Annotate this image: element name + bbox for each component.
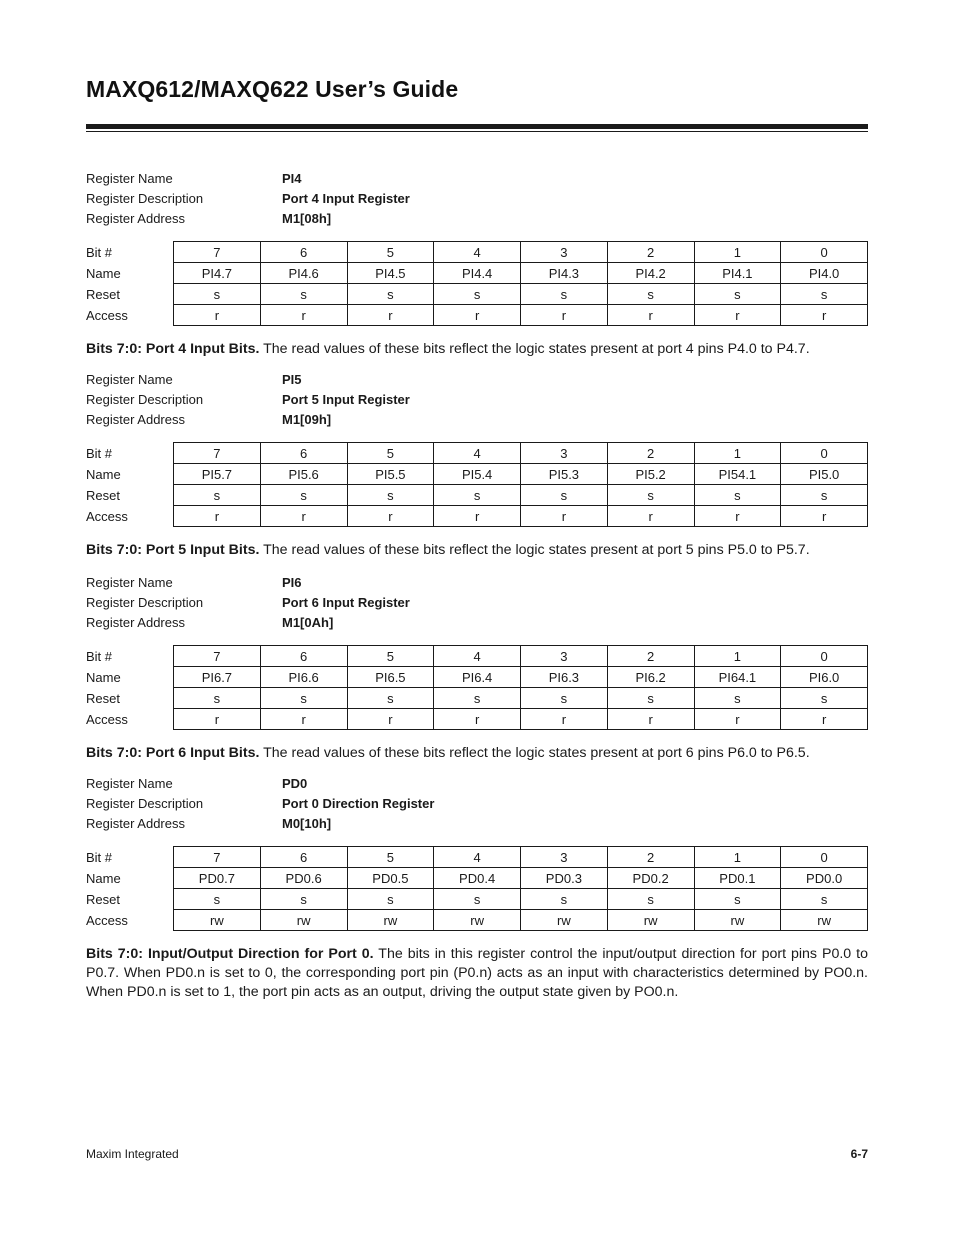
bit-name-row <box>86 667 868 688</box>
bit-reset-label: Reset <box>86 286 120 302</box>
bit-reset-cell: s <box>260 688 347 709</box>
bit-access-label: Access <box>86 912 128 928</box>
page-title: MAXQ612/MAXQ622 User’s Guide <box>86 76 459 102</box>
bit-name-cell: PD0.4 <box>434 868 521 889</box>
bit-number-cell: 3 <box>521 847 608 868</box>
bit-name-label: Name <box>86 669 121 685</box>
bit-access-cell: r <box>521 305 608 326</box>
bit-reset-cell: s <box>347 485 434 506</box>
register-description-label: Register Description <box>86 392 204 407</box>
bit-access-cell: rw <box>174 910 261 931</box>
bit-name-cell: PI6.7 <box>174 667 261 688</box>
register-description-row <box>86 390 868 410</box>
register-name-row <box>86 169 868 189</box>
bit-access-cell: r <box>347 506 434 527</box>
bit-table <box>86 846 868 931</box>
bit-name-cell: PI4.2 <box>607 263 694 284</box>
bit-name-cell: PI4.3 <box>521 263 608 284</box>
footer-page-number: 6-7 <box>850 1147 868 1161</box>
bit-name-cell: PI5.4 <box>434 464 521 485</box>
bit-number-cell: 1 <box>694 847 781 868</box>
bit-name-cell: PI5.3 <box>521 464 608 485</box>
register-section <box>86 370 868 560</box>
bit-name-row <box>86 868 868 889</box>
register-address-row <box>86 814 868 834</box>
bit-name-cell: PI6.6 <box>260 667 347 688</box>
register-description-row <box>86 189 868 209</box>
bit-table <box>86 442 868 527</box>
bit-name-cell: PI4.4 <box>434 263 521 284</box>
bit-reset-cell: s <box>781 688 868 709</box>
bit-name-row <box>86 263 868 284</box>
bit-access-cell: r <box>521 709 608 730</box>
register-description-value: Port 0 Direction Register <box>282 796 435 811</box>
bit-number-cell: 4 <box>434 646 521 667</box>
register-name-value: PI4 <box>282 171 302 186</box>
bit-name-cell: PI5.0 <box>781 464 868 485</box>
bits-description <box>86 541 868 560</box>
bit-access-cell: rw <box>694 910 781 931</box>
register-name-row <box>86 573 868 593</box>
bit-name-cell: PD0.0 <box>781 868 868 889</box>
register-description-value: Port 4 Input Register <box>282 191 410 206</box>
bit-number-cell: 0 <box>781 646 868 667</box>
bit-reset-row <box>86 889 868 910</box>
bit-access-cell: r <box>781 709 868 730</box>
bit-reset-cell: s <box>434 284 521 305</box>
bit-number-cell: 3 <box>521 646 608 667</box>
bit-access-cell: r <box>347 305 434 326</box>
bit-number-row <box>86 646 868 667</box>
bit-number-cell: 6 <box>260 646 347 667</box>
bit-reset-cell: s <box>521 485 608 506</box>
bit-reset-cell: s <box>521 688 608 709</box>
footer-company: Maxim Integrated <box>86 1147 179 1161</box>
bit-name-cell: PI6.2 <box>607 667 694 688</box>
bit-reset-cell: s <box>174 889 261 910</box>
bit-name-cell: PI4.0 <box>781 263 868 284</box>
bit-reset-cell: s <box>781 485 868 506</box>
register-description-row <box>86 593 868 613</box>
bit-number-cell: 0 <box>781 242 868 263</box>
bit-access-label: Access <box>86 508 128 524</box>
bits-description-title: Bits 7:0: Port 6 Input Bits. <box>86 745 260 761</box>
register-address-value: M0[10h] <box>282 816 332 831</box>
bit-reset-cell: s <box>607 889 694 910</box>
register-address-value: M1[0Ah] <box>282 615 334 630</box>
bit-access-cell: r <box>434 305 521 326</box>
bit-number-cell: 0 <box>781 847 868 868</box>
register-name-row <box>86 370 868 390</box>
bit-name-cell: PD0.7 <box>174 868 261 889</box>
bit-name-cell: PI5.5 <box>347 464 434 485</box>
register-name-row <box>86 774 868 794</box>
bit-number-cell: 6 <box>260 443 347 464</box>
bit-name-cell: PI6.5 <box>347 667 434 688</box>
bit-number-cell: 2 <box>607 847 694 868</box>
register-address-row <box>86 209 868 229</box>
bit-name-cell: PD0.6 <box>260 868 347 889</box>
register-address-row <box>86 410 868 430</box>
bit-access-row <box>86 506 868 527</box>
bit-number-cell: 4 <box>434 443 521 464</box>
bit-reset-cell: s <box>521 284 608 305</box>
bit-number-row <box>86 847 868 868</box>
bit-access-cell: r <box>347 709 434 730</box>
bit-reset-cell: s <box>260 485 347 506</box>
bits-description <box>86 945 868 1002</box>
bit-name-cell: PI6.3 <box>521 667 608 688</box>
bits-description <box>86 744 868 763</box>
register-description-label: Register Description <box>86 191 204 206</box>
bit-access-cell: r <box>607 709 694 730</box>
bit-reset-cell: s <box>347 284 434 305</box>
bit-reset-cell: s <box>347 688 434 709</box>
bit-number-cell: 6 <box>260 242 347 263</box>
bits-description-text: The read values of these bits reflect the logic states present at port 6 pins P6.0 to P6.5. <box>259 745 810 761</box>
bit-access-cell: rw <box>521 910 608 931</box>
bit-name-cell: PI64.1 <box>694 667 781 688</box>
bit-reset-cell: s <box>434 688 521 709</box>
bit-number-cell: 4 <box>434 242 521 263</box>
bit-access-cell: rw <box>781 910 868 931</box>
bit-name-label: Name <box>86 466 121 482</box>
bit-reset-cell: s <box>694 889 781 910</box>
bit-number-cell: 6 <box>260 847 347 868</box>
register-address-label: Register Address <box>86 816 185 831</box>
register-name-label: Register Name <box>86 776 173 791</box>
bit-name-cell: PD0.3 <box>521 868 608 889</box>
bits-description <box>86 340 868 359</box>
bit-number-cell: 7 <box>174 242 261 263</box>
bit-name-label: Name <box>86 870 121 886</box>
bit-name-row <box>86 464 868 485</box>
bit-access-row <box>86 305 868 326</box>
bit-name-cell: PI5.2 <box>607 464 694 485</box>
bit-number-cell: 7 <box>174 847 261 868</box>
bit-name-cell: PD0.2 <box>607 868 694 889</box>
bit-reset-cell: s <box>434 485 521 506</box>
bit-reset-cell: s <box>434 889 521 910</box>
bit-reset-row <box>86 284 868 305</box>
bit-reset-cell: s <box>521 889 608 910</box>
bit-name-cell: PI5.6 <box>260 464 347 485</box>
bit-access-cell: rw <box>434 910 521 931</box>
register-name-value: PD0 <box>282 776 308 791</box>
bit-access-cell: r <box>607 506 694 527</box>
bits-description-title: Bits 7:0: Port 5 Input Bits. <box>86 542 260 558</box>
bit-name-cell: PI4.6 <box>260 263 347 284</box>
bit-access-cell: rw <box>260 910 347 931</box>
bit-number-cell: 7 <box>174 646 261 667</box>
register-name-label: Register Name <box>86 575 173 590</box>
register-address-row <box>86 613 868 633</box>
bit-access-cell: r <box>260 506 347 527</box>
bit-access-cell: r <box>434 506 521 527</box>
bit-name-cell: PI54.1 <box>694 464 781 485</box>
bit-reset-row <box>86 688 868 709</box>
bit-reset-cell: s <box>781 889 868 910</box>
bit-access-cell: rw <box>347 910 434 931</box>
register-name-label: Register Name <box>86 372 173 387</box>
bit-number-cell: 1 <box>694 443 781 464</box>
register-address-label: Register Address <box>86 615 185 630</box>
header-rule-thin <box>86 131 868 132</box>
bit-reset-cell: s <box>174 688 261 709</box>
bit-number-cell: 0 <box>781 443 868 464</box>
bit-access-cell: rw <box>607 910 694 931</box>
bits-description-title: Bits 7:0: Input/Output Direction for Port 0. <box>86 946 374 962</box>
bit-name-cell: PI6.4 <box>434 667 521 688</box>
bit-number-cell: 2 <box>607 443 694 464</box>
bit-access-cell: r <box>434 709 521 730</box>
bit-reset-cell: s <box>781 284 868 305</box>
bit-access-cell: r <box>607 305 694 326</box>
bit-access-cell: r <box>260 305 347 326</box>
register-address-value: M1[09h] <box>282 412 332 427</box>
bit-reset-cell: s <box>607 485 694 506</box>
register-section <box>86 774 868 1002</box>
register-address-value: M1[08h] <box>282 211 332 226</box>
bit-access-row <box>86 910 868 931</box>
bit-access-cell: r <box>174 709 261 730</box>
register-description-row <box>86 794 868 814</box>
bit-number-cell: 2 <box>607 242 694 263</box>
bit-name-cell: PI4.5 <box>347 263 434 284</box>
bit-number-cell: 3 <box>521 443 608 464</box>
bit-number-cell: 3 <box>521 242 608 263</box>
bit-access-label: Access <box>86 307 128 323</box>
bit-reset-row <box>86 485 868 506</box>
bit-access-cell: r <box>260 709 347 730</box>
register-description-value: Port 6 Input Register <box>282 595 410 610</box>
bit-access-cell: r <box>694 709 781 730</box>
bit-reset-label: Reset <box>86 487 120 503</box>
bit-number-label: Bit # <box>86 445 113 461</box>
register-name-value: PI5 <box>282 372 302 387</box>
register-name-label: Register Name <box>86 171 173 186</box>
bit-access-cell: r <box>521 506 608 527</box>
bit-access-cell: r <box>694 305 781 326</box>
bit-reset-cell: s <box>607 284 694 305</box>
bit-number-cell: 4 <box>434 847 521 868</box>
bit-number-cell: 5 <box>347 443 434 464</box>
bit-name-cell: PI6.0 <box>781 667 868 688</box>
register-address-label: Register Address <box>86 211 185 226</box>
bit-number-cell: 1 <box>694 646 781 667</box>
register-section <box>86 169 868 359</box>
bit-name-cell: PI5.7 <box>174 464 261 485</box>
bit-reset-cell: s <box>174 284 261 305</box>
bit-number-label: Bit # <box>86 849 113 865</box>
bit-number-cell: 5 <box>347 847 434 868</box>
bit-access-cell: r <box>174 506 261 527</box>
bit-table <box>86 241 868 326</box>
register-section <box>86 573 868 763</box>
bit-reset-cell: s <box>694 284 781 305</box>
bit-number-label: Bit # <box>86 244 113 260</box>
bits-description-text: The read values of these bits reflect the logic states present at port 4 pins P4.0 to P4.7. <box>259 341 810 357</box>
bit-reset-label: Reset <box>86 891 120 907</box>
bit-number-cell: 2 <box>607 646 694 667</box>
bit-access-row <box>86 709 868 730</box>
register-name-value: PI6 <box>282 575 302 590</box>
bit-reset-cell: s <box>694 485 781 506</box>
bits-description-text: The read values of these bits reflect the logic states present at port 5 pins P5.0 to P5.7. <box>259 542 810 558</box>
bits-description-text: The bits in this register control the input/output direction for port pins P0.0 to P0.7. When PD0.n is set to 0, the corresponding port pin (P0.n) acts as an input with characteristics determined by PO0.n. When PD0.n is set to 1, the port pin acts as an output, driving the output state given by PO0.n. <box>86 946 868 1000</box>
bit-reset-label: Reset <box>86 690 120 706</box>
bit-table <box>86 645 868 730</box>
bit-number-cell: 5 <box>347 646 434 667</box>
bit-reset-cell: s <box>694 688 781 709</box>
bit-number-label: Bit # <box>86 648 113 664</box>
register-description-label: Register Description <box>86 595 204 610</box>
bit-reset-cell: s <box>607 688 694 709</box>
register-address-label: Register Address <box>86 412 185 427</box>
bit-name-cell: PD0.5 <box>347 868 434 889</box>
bit-number-row <box>86 242 868 263</box>
bit-number-cell: 5 <box>347 242 434 263</box>
header-rule-thick <box>86 124 868 129</box>
bit-access-label: Access <box>86 711 128 727</box>
bits-description-title: Bits 7:0: Port 4 Input Bits. <box>86 341 260 357</box>
bit-number-row <box>86 443 868 464</box>
bit-name-cell: PI4.7 <box>174 263 261 284</box>
bit-access-cell: r <box>174 305 261 326</box>
bit-reset-cell: s <box>347 889 434 910</box>
bit-number-cell: 1 <box>694 242 781 263</box>
bit-reset-cell: s <box>260 284 347 305</box>
bit-reset-cell: s <box>260 889 347 910</box>
register-description-label: Register Description <box>86 796 204 811</box>
bit-name-cell: PI4.1 <box>694 263 781 284</box>
bit-access-cell: r <box>694 506 781 527</box>
bit-access-cell: r <box>781 506 868 527</box>
bit-name-label: Name <box>86 265 121 281</box>
bit-number-cell: 7 <box>174 443 261 464</box>
register-description-value: Port 5 Input Register <box>282 392 410 407</box>
bit-name-cell: PD0.1 <box>694 868 781 889</box>
bit-access-cell: r <box>781 305 868 326</box>
bit-reset-cell: s <box>174 485 261 506</box>
